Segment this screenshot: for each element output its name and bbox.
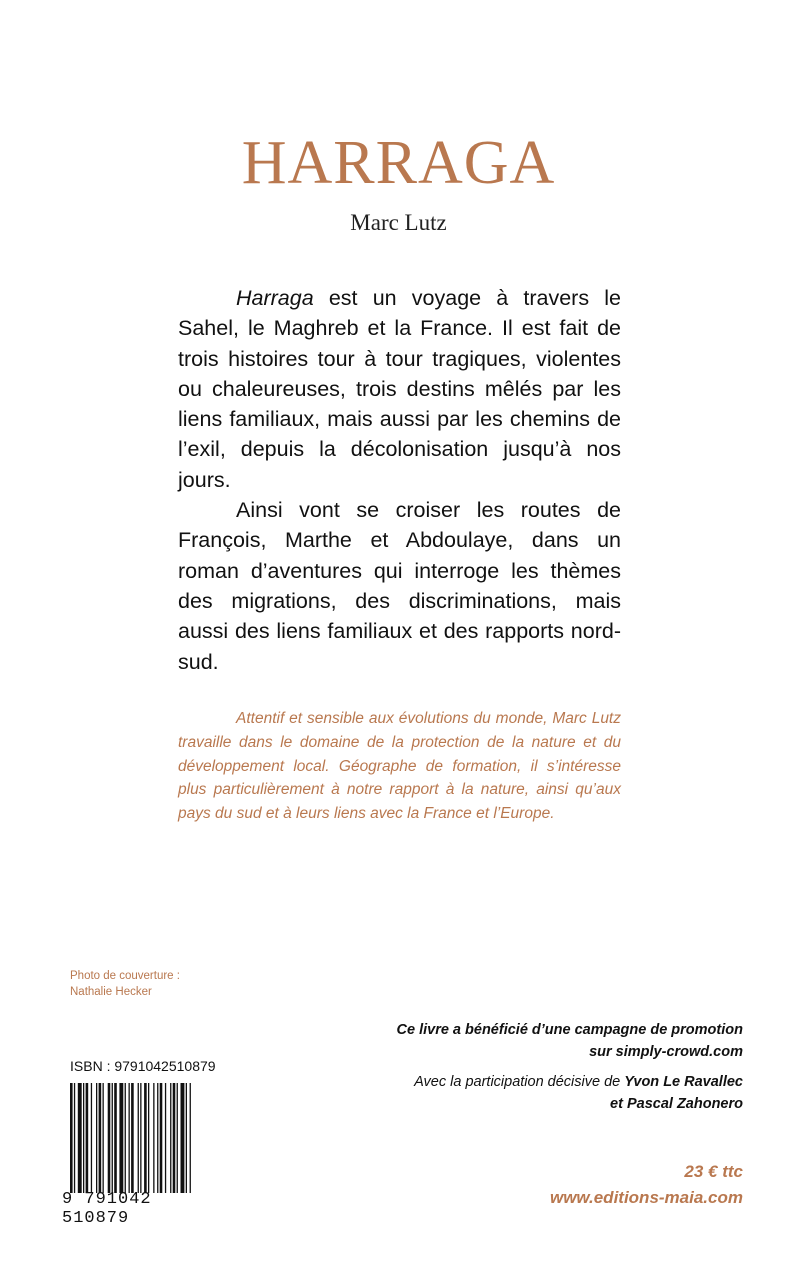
barcode-bar <box>125 1083 126 1193</box>
back-cover-blurb <box>178 283 621 677</box>
price-amount: 23 € ttc <box>684 1162 743 1181</box>
barcode-bar <box>148 1083 149 1193</box>
promo-line-1: Ce livre a bénéficié d’une campagne de promotion <box>396 1022 743 1038</box>
blurb-paragraph-2: Ainsi vont se croiser les routes de François, Marthe et Abdoulaye, dans un roman d’aventures qui interroge les thèmes des migrations, des discriminations, mais aussi des liens familiaux et des rapports nord-sud. <box>178 498 621 674</box>
barcode-bar <box>131 1083 134 1193</box>
barcode-bar <box>177 1083 178 1193</box>
barcode-bar <box>78 1083 82 1193</box>
photo-credit-name: Nathalie Hecker <box>70 986 152 998</box>
barcode-bar <box>140 1083 141 1193</box>
blurb-title-italic: Harraga <box>236 286 314 310</box>
barcode-bar <box>173 1083 176 1193</box>
photo-credit <box>70 968 180 1000</box>
barcode-bar <box>112 1083 113 1193</box>
barcode-digits: 9 791042 510879 <box>62 1190 152 1228</box>
barcode-bar <box>181 1083 185 1193</box>
price-block <box>550 1159 743 1211</box>
promo-line-3 <box>323 1071 743 1093</box>
barcode-bar <box>70 1083 73 1193</box>
promo-participation-prefix: Avec la participation décisive de <box>414 1074 625 1090</box>
barcode-bar <box>144 1083 147 1193</box>
promo-participant-1: Yvon Le Ravallec <box>624 1074 743 1090</box>
publisher-website: www.editions-maia.com <box>549 1188 743 1207</box>
barcode-bar <box>138 1083 139 1193</box>
barcode-bar <box>186 1083 187 1193</box>
barcode-bar <box>96 1083 97 1193</box>
promo-line-2: sur simply-crowd.com <box>589 1044 743 1060</box>
barcode-bar <box>83 1083 84 1193</box>
barcode-bar <box>74 1083 75 1193</box>
author-bio: Attentif et sensible aux évolutions du monde, Marc Lutz travaille dans le domaine de la protection de la nature et du développement local. Géographe de formation, il s’intéresse plus particulièrement à notre rapport à la nature, ainsi qu’aux pays du sud et à leurs liens avec la France et l’Europe. <box>178 710 621 823</box>
barcode-bar <box>103 1083 104 1193</box>
barcode-bar <box>119 1083 123 1193</box>
book-title: HARRAGA <box>241 129 556 197</box>
isbn-label: ISBN : 9791042510879 <box>70 1058 216 1074</box>
barcode-bar <box>170 1083 171 1193</box>
barcode-bar <box>108 1083 111 1193</box>
barcode-bar <box>190 1083 191 1193</box>
barcode-bar <box>86 1083 89 1193</box>
barcode-bar <box>153 1083 154 1193</box>
barcode-bar <box>157 1083 158 1193</box>
barcode-bar <box>91 1083 92 1193</box>
barcode-bar <box>114 1083 117 1193</box>
promo-line-4: et Pascal Zahonero <box>610 1096 743 1112</box>
barcode-bar <box>99 1083 102 1193</box>
barcode-bar <box>160 1083 163 1193</box>
blurb-paragraph-1-text: est un voyage à travers le Sahel, le Maghreb et la France. Il est fait de trois histoires tour à tour tragiques, violentes ou chaleureuses, trois destins mêlés par les liens familiaux, mais aussi par les chemins de l’exil, depuis la décolonisation jusqu’à nos jours. <box>178 286 621 492</box>
isbn-barcode <box>70 1083 225 1193</box>
barcode-bar <box>165 1083 166 1193</box>
photo-credit-label: Photo de couverture : <box>70 970 180 982</box>
author-name: Marc Lutz <box>350 210 447 235</box>
promotion-note <box>323 1019 743 1115</box>
barcode-bar <box>129 1083 130 1193</box>
blurb-paragraph-1 <box>178 283 621 495</box>
